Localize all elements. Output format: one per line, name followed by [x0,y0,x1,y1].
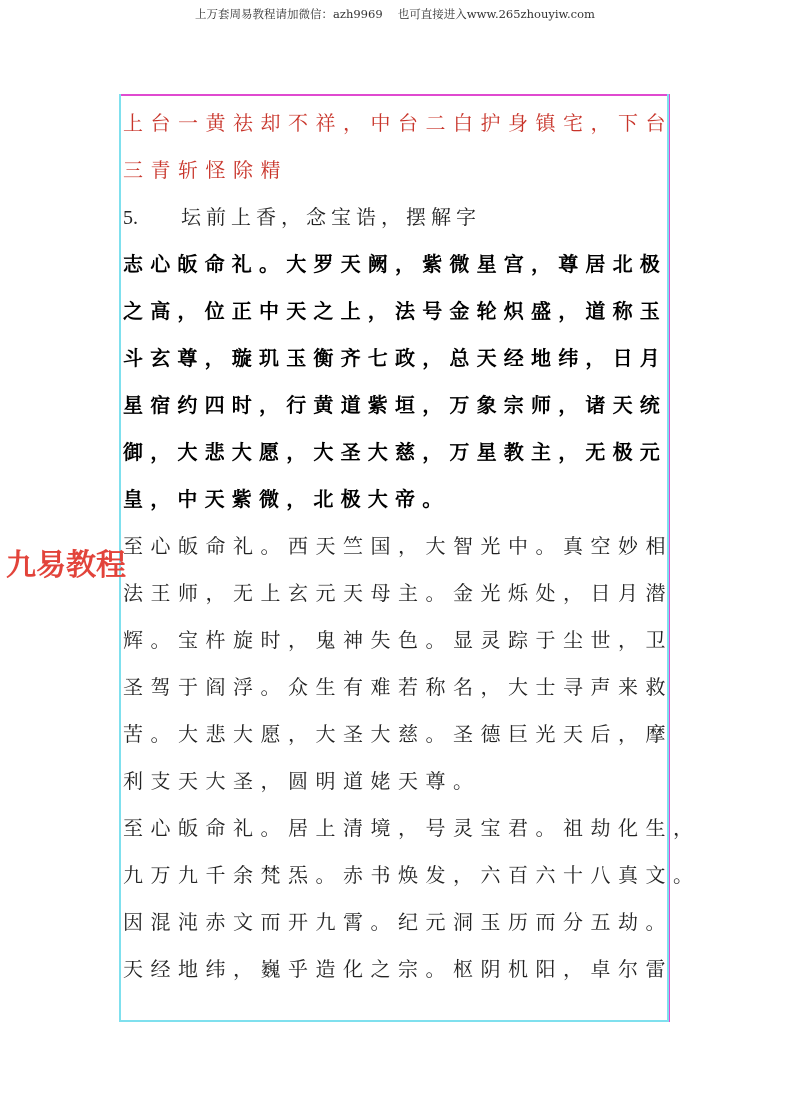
text-line-9: 因混沌赤文而开九霄。纪元洞玉历而分五劫。 [123,910,673,934]
watermark-logo: 九易教程 [6,548,126,583]
red-line-2: 三青斩怪除精 [123,158,288,182]
list-item-5 [123,194,703,241]
document-body [123,100,703,993]
text-line-10: 天经地纬，巍乎造化之宗。枢阴机阳，卓尔雷 [123,957,673,981]
bold-line-5: 御，大悲大愿，大圣大慈，万星教主，无极元 [123,440,667,464]
top-banner: 上万套周易教程请加微信：azh9969 也可直接进入www.265zhouyiw.com [195,7,595,21]
text-line-6: 利支天大圣，圆明道姥天尊。 [123,769,481,793]
bold-line-2: 之高，位正中天之上，法号金轮炽盛，道称玉 [123,299,667,323]
text-line-8: 九万九千余梵炁。赤书焕发，六百六十八真文。 [123,863,701,887]
text-line-3: 辉。宝杵旋时，鬼神失色。显灵踪于尘世，卫 [123,628,673,652]
bold-line-4: 星宿约四时，行黄道紫垣，万象宗师，诸天统 [123,393,667,417]
item-number: 5. [123,207,138,229]
text-line-5: 苦。大悲大愿，大圣大慈。圣德巨光天后，摩 [123,722,673,746]
text-line-2: 法王师，无上玄元天母主。金光烁处，日月潜 [123,581,673,605]
bold-line-3: 斗玄尊，璇玑玉衡齐七政，总天经地纬，日月 [123,346,667,370]
text-line-4: 圣驾于阎浮。众生有难若称名，大士寻声来救 [123,675,673,699]
text-line-1: 至心皈命礼。西天竺国，大智光中。真空妙相 [123,534,673,558]
red-line-1: 上台一黄祛却不祥，中台二白护身镇宅，下台 [123,111,673,135]
item-text: 坛前上香，念宝诰，摆解字 [181,205,481,229]
bold-line-6: 皇，中天紫微，北极大帝。 [123,487,450,511]
top-rule [121,94,667,96]
bold-line-1: 志心皈命礼。大罗天阙，紫微星宫，尊居北极 [123,252,667,276]
text-line-7: 至心皈命礼。居上清境，号灵宝君。祖劫化生， [123,816,701,840]
